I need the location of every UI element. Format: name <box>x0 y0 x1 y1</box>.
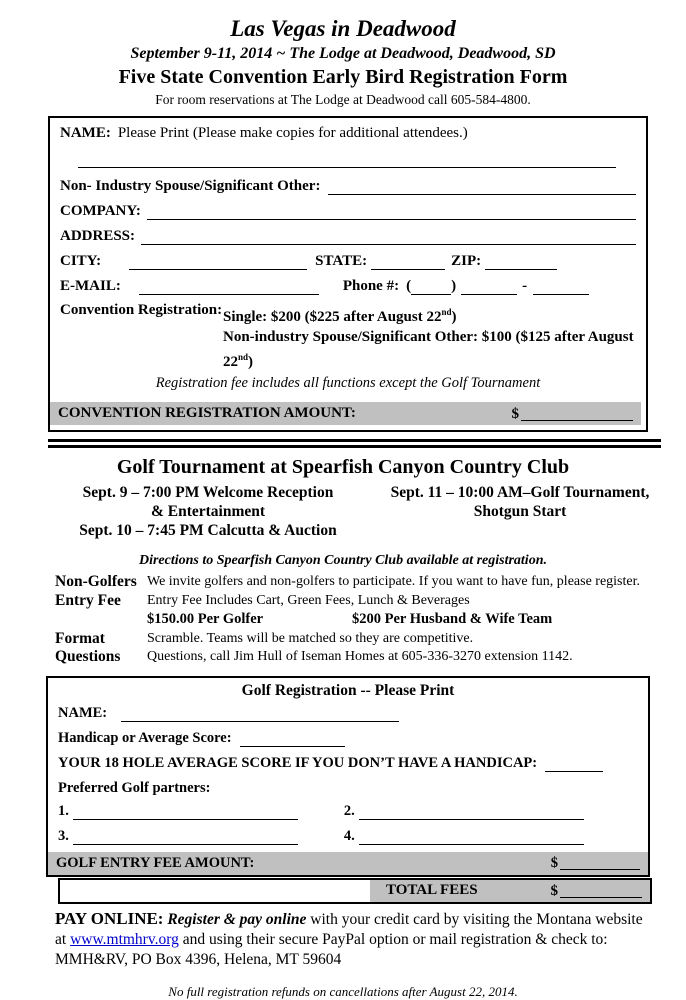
spouse-name-line[interactable] <box>328 180 636 195</box>
spouse-fee-text: Non-industry Spouse/Significant Other: $100 ($125 after August 22nd) <box>223 329 634 370</box>
event-date-location: September 9-11, 2014 ~ The Lodge at Deadwood, Deadwood, SD <box>130 45 556 62</box>
convention-fees-block <box>60 302 636 372</box>
phone-suffix-line[interactable] <box>533 280 589 295</box>
phone-prefix-line[interactable] <box>461 280 517 295</box>
phone-paren-close: ) <box>451 278 457 294</box>
golf-amount-bar <box>48 852 648 875</box>
event-title: Las Vegas in Deadwood <box>230 16 456 41</box>
convention-amount-value-line[interactable] <box>521 406 633 421</box>
state-line[interactable] <box>371 255 445 270</box>
pay-online-text-before-link: with your credit card by visiting the Montana website at <box>55 910 643 948</box>
pay-online-emphasis: Register & pay online <box>167 910 307 928</box>
format-label: Format <box>55 629 105 647</box>
entry-fee-text: Entry Fee Includes Cart, Green Fees, Lunch & Beverages <box>147 592 470 608</box>
total-fees-spacer <box>60 880 370 902</box>
form-title: Five State Convention Early Bird Registration Form <box>118 66 568 88</box>
questions-row <box>55 648 686 667</box>
golf-amount-currency: $ <box>550 855 558 871</box>
city-label: CITY: <box>60 253 102 269</box>
average-score-label: YOUR 18 HOLE AVERAGE SCORE IF YOU DON’T HAVE A HANDICAP: <box>58 754 538 771</box>
pay-online-paragraph <box>55 909 643 970</box>
spouse-label: Non- Industry Spouse/Significant Other: <box>60 178 321 194</box>
golf-directions-note: Directions to Spearfish Canyon Country Club available at registration. <box>138 553 547 568</box>
state-label: STATE: <box>315 253 368 269</box>
entry-fee-label: Entry Fee <box>55 591 121 609</box>
golf-amount-label: GOLF ENTRY FEE AMOUNT: <box>56 854 255 871</box>
golf-registration-box <box>46 676 650 877</box>
golf-amount-value-line[interactable] <box>560 855 640 870</box>
address-label: ADDRESS: <box>60 228 136 244</box>
schedule-shotgun-start: Shotgun Start <box>473 503 567 520</box>
nongolfers-label: Non-Golfers <box>55 573 137 590</box>
section-divider <box>48 439 661 448</box>
total-fees-value-line[interactable] <box>560 883 642 898</box>
name-label: NAME: <box>60 125 111 141</box>
phone-label: Phone #: <box>342 278 400 294</box>
email-line[interactable] <box>139 280 319 295</box>
zip-line[interactable] <box>485 255 557 270</box>
fee-per-golfer: $150.00 Per Golfer <box>147 611 264 627</box>
golf-registration-title: Golf Registration -- Please Print <box>241 681 455 699</box>
preferred-partners-label: Preferred Golf partners: <box>58 779 211 796</box>
nongolfers-row <box>55 573 686 592</box>
partner-3-number: 3. <box>58 827 69 844</box>
company-label: COMPANY: <box>60 203 141 219</box>
total-fees-currency: $ <box>550 882 558 899</box>
email-label: E-MAIL: <box>60 278 121 294</box>
golf-info-list <box>55 573 686 667</box>
golf-schedule <box>58 483 686 540</box>
partner-1-number: 1. <box>58 802 69 819</box>
format-row <box>55 630 686 649</box>
schedule-sept10: Sept. 10 – 7:45 PM Calcutta & Auction <box>79 522 337 539</box>
room-reservation-note: For room reservations at The Lodge at Deadwood call 605-584-4800. <box>155 92 531 107</box>
golf-name-line[interactable] <box>121 707 399 722</box>
golf-heading: Golf Tournament at Spearfish Canyon Country Club <box>116 456 570 478</box>
schedule-entertainment: & Entertainment <box>150 503 266 520</box>
total-fees-label: TOTAL FEES <box>386 882 478 898</box>
fee-per-couple: $200 Per Husband & Wife Team <box>352 611 553 627</box>
handicap-line[interactable] <box>240 732 345 747</box>
total-fees-row <box>58 878 652 904</box>
partner-4-number: 4. <box>343 827 355 844</box>
average-score-line[interactable] <box>545 757 603 772</box>
schedule-sept9: Sept. 9 – 7:00 PM Welcome Reception <box>82 484 334 501</box>
print-instructions: Please Print (Please make copies for additional attendees.) <box>117 125 468 141</box>
entry-fee-row <box>55 592 686 630</box>
partner-3-line[interactable] <box>73 830 298 845</box>
attendee-name-line[interactable] <box>78 153 616 168</box>
phone-paren-open: ( <box>406 278 412 294</box>
form-header <box>0 0 686 109</box>
golf-name-label: NAME: <box>58 704 108 721</box>
handicap-label: Handicap or Average Score: <box>58 729 232 746</box>
refund-policy-note: No full registration refunds on cancellations after August 22, 2014. <box>168 983 518 999</box>
website-link[interactable]: www.mtmhrv.org <box>70 930 179 948</box>
city-line[interactable] <box>129 255 307 270</box>
pay-online-label: PAY ONLINE: <box>55 908 164 928</box>
convention-amount-currency: $ <box>511 405 519 422</box>
registration-fee-note: Registration fee includes all functions except the Golf Tournament <box>155 375 541 391</box>
questions-label: Questions <box>55 648 121 665</box>
partner-2-line[interactable] <box>359 805 584 820</box>
format-text: Scramble. Teams will be matched so they are competitive. <box>147 630 474 646</box>
single-fee-text: Single: $200 ($225 after August 22nd) <box>223 307 457 325</box>
convention-registration-label: Convention Registration: <box>60 302 223 318</box>
partner-2-number: 2. <box>343 802 355 819</box>
company-line[interactable] <box>147 205 636 220</box>
convention-amount-label: CONVENTION REGISTRATION AMOUNT: <box>58 405 356 421</box>
convention-registration-box <box>48 116 648 432</box>
convention-amount-bar <box>50 402 641 425</box>
nongolfers-text: We invite golfers and non-golfers to participate. If you want to have fun, please register. <box>147 574 640 589</box>
schedule-sept11: Sept. 11 – 10:00 AM–Golf Tournament, <box>390 484 650 501</box>
phone-dash: - <box>522 278 528 294</box>
partner-1-line[interactable] <box>73 805 298 820</box>
phone-area-code-line[interactable] <box>411 280 451 295</box>
partner-4-line[interactable] <box>359 830 584 845</box>
pay-online-text-after-link: and using their secure PayPal option or mail registration & check to: MMH&RV, PO Box 4396, Helena, MT 59604 <box>55 930 608 968</box>
address-line[interactable] <box>141 230 636 245</box>
questions-text: Questions, call Jim Hull of Iseman Homes at 605-336-3270 extension 1142. <box>147 649 573 664</box>
zip-label: ZIP: <box>451 253 482 269</box>
